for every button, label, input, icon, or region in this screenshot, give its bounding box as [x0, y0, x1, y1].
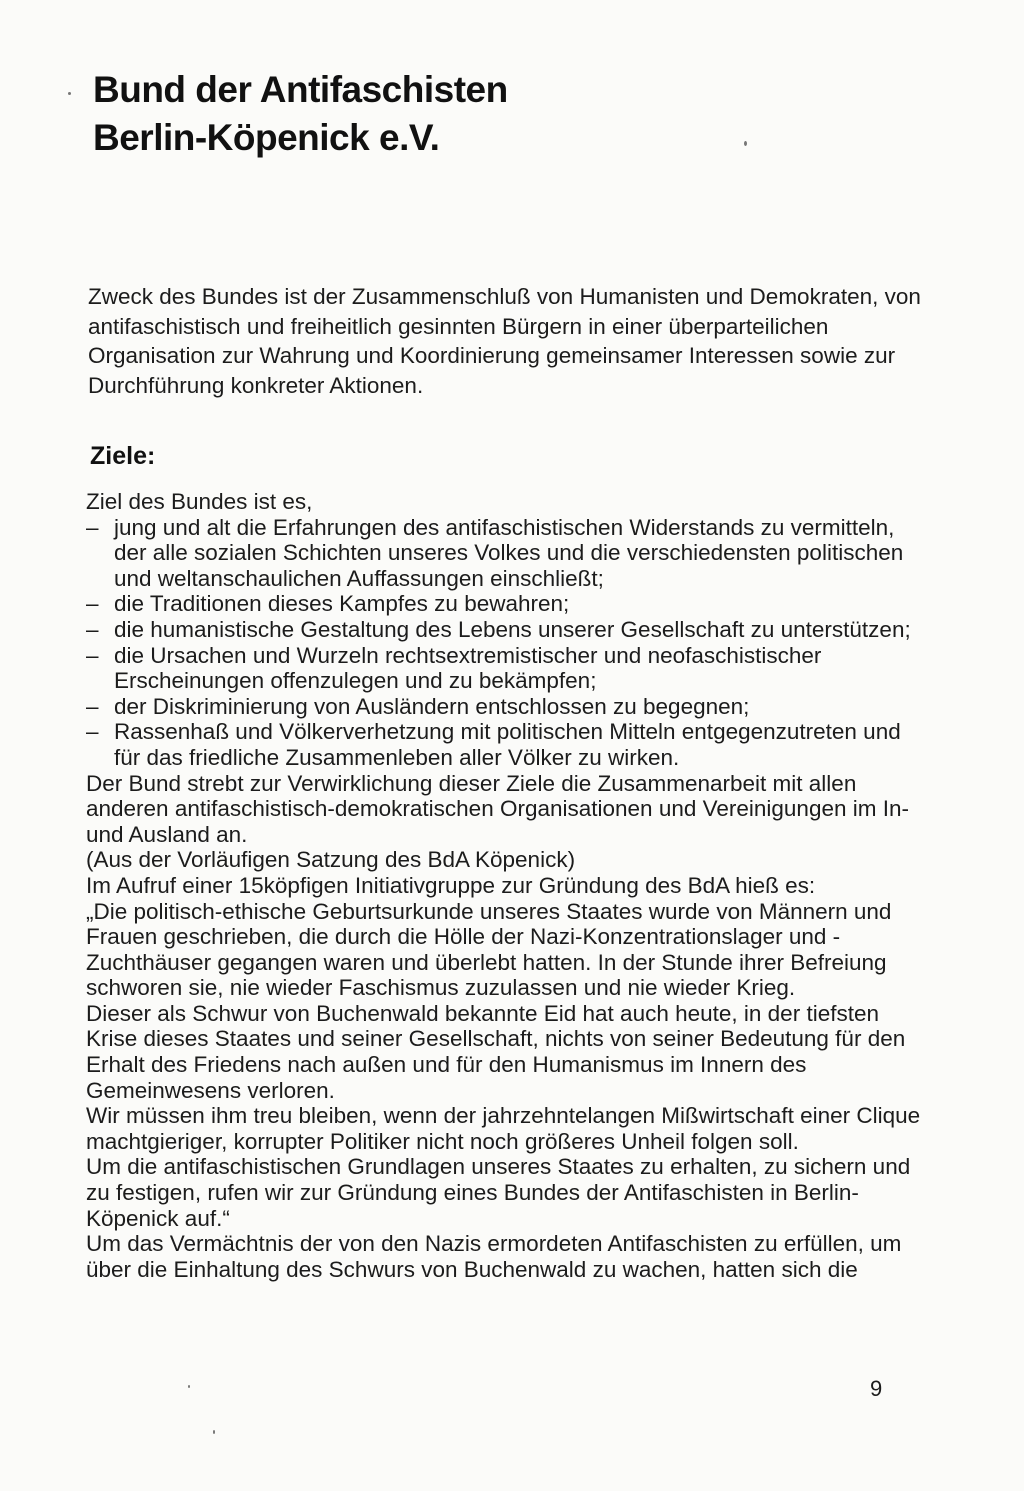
goal-item: – Rassenhaß und Völkerverhetzung mit politischen Mitteln entgegenzutreten und für das friedliche Zusammenleben aller Völker zu wirken.: [86, 719, 922, 770]
source-note: (Aus der Vorläufigen Satzung des BdA Köpenick): [86, 847, 576, 873]
closing-paragraph: Um das Vermächtnis der von den Nazis ermordeten Antifaschisten zu erfüllen, um über die Einhaltung des Schwurs von Buchenwald zu wachen, hatten sich die: [86, 1231, 902, 1282]
page-number: 9: [870, 1376, 883, 1401]
appeal-quote: „Die politisch-ethische Geburtsurkunde unseres Staates wurde von Männern und Frauen geschrieben, die durch die Hölle der Nazi-Konzentrationslager und -Zuchthäuser gegangen waren und überlebt hatten. In der Stunde ihrer Befreiung schworen sie, nie wieder Faschismus zuzulassen und nie wieder Krieg.: [86, 898, 892, 1001]
title-line-1: Bund der Antifaschisten: [93, 69, 508, 110]
appeal-paragraph-2: Dieser als Schwur von Buchenwald bekannte Eid hat auch heute, in der tiefsten Krise dieses Staates und seiner Gesellschaft, nichts von seiner Bedeutung für den Erhalt des Friedens nach außen und für den Humanismus im Innern des Gemeinwesens verloren.: [86, 1000, 906, 1103]
goals-intro: Ziel des Bundes ist es,: [86, 489, 313, 514]
title-line-2: Berlin-Köpenick e.V.: [93, 117, 440, 158]
appeal-paragraph-4: Um die antifaschistischen Grundlagen unseres Staates zu erhalten, zu sichern und zu festigen, rufen wir zur Gründung eines Bundes der Antifaschisten in Berlin-Köpenick auf.“: [86, 1154, 911, 1231]
appeal-paragraph-3: Wir müssen ihm treu bleiben, wenn der jahrzehntelangen Mißwirtschaft einer Clique machtgieriger, korrupter Politiker nicht noch größeres Unheil folgen soll.: [86, 1103, 921, 1154]
goal-item: – der Diskriminierung von Ausländern entschlossen zu begegnen;: [86, 694, 922, 720]
scan-speck: [188, 1385, 190, 1388]
cooperation-paragraph: Der Bund strebt zur Verwirklichung dieser Ziele die Zusammenarbeit mit allen anderen antifaschistisch-demokratischen Organisationen und Vereinigungen im In- und Ausland an.: [86, 770, 909, 847]
goal-item: – jung und alt die Erfahrungen des antifaschistischen Widerstands zu vermitteln, der alle sozialen Schichten unseres Volkes und die verschiedensten politischen und weltanschaulichen Auffassungen einschließt;: [86, 515, 922, 592]
scan-speck: [213, 1430, 215, 1434]
scan-speck: [744, 141, 747, 146]
goal-item: – die Traditionen dieses Kampfes zu bewahren;: [86, 591, 922, 617]
scan-speck: [68, 92, 71, 95]
page-title: [93, 66, 793, 162]
goals-heading: Ziele:: [90, 442, 156, 470]
goal-item: – die humanistische Gestaltung des Lebens unserer Gesellschaft zu unterstützen;: [86, 617, 922, 643]
intro-paragraph: Zweck des Bundes ist der Zusammenschluß von Humanisten und Demokraten, von antifaschistisch und freiheitlich gesinnten Bürgern in einer überparteilichen Organisation zur Wahrung und Koordinierung gemeinsamer Interessen sowie zur Durchführung konkreter Aktionen.: [88, 284, 921, 398]
goals-list: [86, 515, 922, 771]
appeal-intro: Im Aufruf einer 15köpfigen Initiativgruppe zur Gründung des BdA hieß es:: [86, 872, 816, 898]
body-text: [86, 489, 922, 1282]
goal-item: – die Ursachen und Wurzeln rechtsextremistischer und neofaschistischer Erscheinungen offenzulegen und zu bekämpfen;: [86, 643, 922, 694]
